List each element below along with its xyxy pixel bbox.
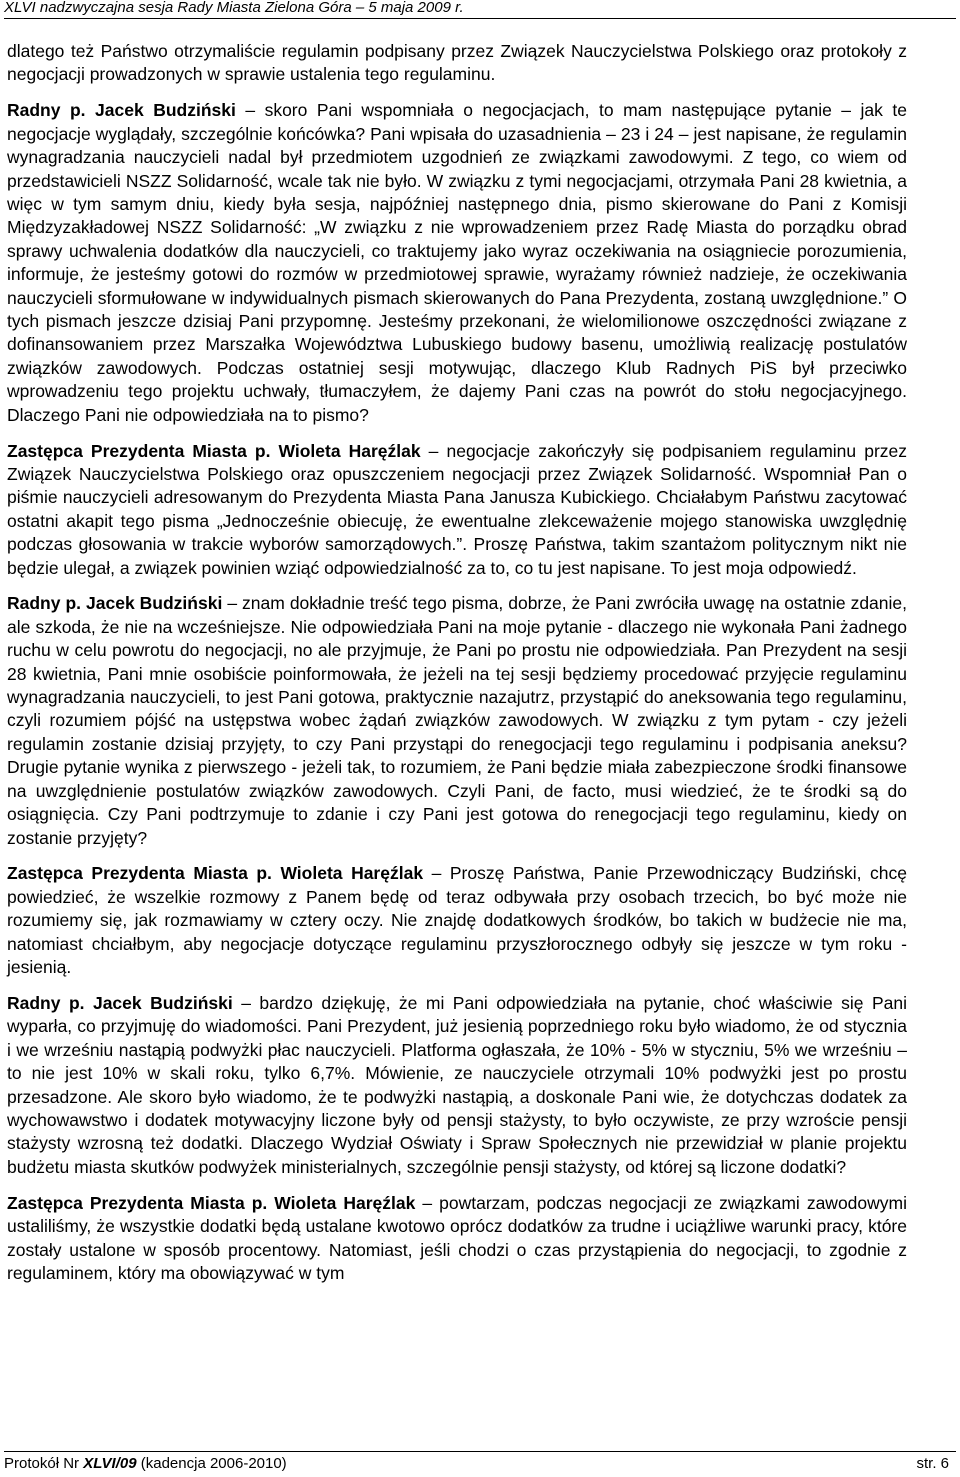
paragraph-text: – znam dokładnie treść tego pisma, dobrze, że Pani zwróciła uwagę na ostatnie zdanie, ale szkoda, że nie na wcześniejsze. Nie odpowiedziała Pani na moje pytanie - dlaczego nie wykonała Pani żadnego ruchu w celu powrotu do negocjacji, no ale przyjmuje, że Pani po prostu nie odpowiedziała. Pan Prezydent na sesji 28 kwietnia, Pani mnie osobiście poinformowała, że jeżeli na tej sesji będziemy procedować przyjęcie regulaminu wynagradzania nauczycieli, to jest Pani gotowa, praktycznie nazajutrz, przystąpić do aneksowania tego regulaminu, czyli rozumiem pójść na ustępstwa wobec żądań związków zawodowych. W związku z tym pytam - czy jeżeli regulamin zostanie dzisiaj przyjęty, to czy Pani przystąpi do renegocjacji tego regulaminu i podpisania aneksu? Drugie pytanie wynika z pierwszego - jeżeli tak, to rozumiem, że Pani będzie miała zabezpieczone środki finansowe na uwzględnienie postulatów związków zawodowych. Czyli Pani, de facto, musi wiedzieć, że te środki są do osiągnięcia. Czy Pani podtrzymuje to zdanie i czy Pani jest gotowa do renegocjacji tego regulaminu, kiedy on zostanie przyjęty? — [7, 593, 908, 848]
paragraph — [7, 40, 907, 87]
protocol-number: XLVI/09 — [83, 1455, 137, 1472]
footer-protocol — [4, 1455, 287, 1472]
paragraph-text: – negocjacje zakończyły się podpisaniem regulaminu przez Związek Nauczycielstwa Polskiego oraz opuszczeniem negocjacji przez Związek Solidarność. Wspomniał Pan o piśmie nauczycieli adresowanym do Prezydenta Miasta Pana Janusza Kubickiego. Chciałabym Państwu zacytować ostatni akapit tego pisma „Jednocześnie obiecuję, że ewentualne zlekceważenie mojego stanowiska uwzględnię podczas głosowania w trakcie wyborów samorządowych.”. Proszę Państwa, takim szantażom politycznym nikt nie będzie ulegał, a związek powinien wziąć odpowiedzialność za to, co tu jest napisane. To jest moja odpowiedź. — [7, 440, 907, 578]
paragraph-text: – bardzo dziękuję, że mi Pani odpowiedziała na pytanie, choć właściwie się Pani wyparła, co przyjmuję do wiadomości. Pani Prezydent, już jesienią poprzedniego roku było wiadomo, że od stycznia i we wrześniu nastąpią podwyżki płac nauczycieli. Platforma ogłaszała, że 10% - 5% w styczniu, 5% we wrześniu – to nie jest 10% w skali roku, tylko 6,7%. Mówienie, ze nauczyciele otrzymali 10% podwyżki jest po prostu przesadzone. Ale skoro było wiadomo, że te podwyżki nastąpią, a doskonale Pani wie, że dotychczas dodatek za wychowawstwo i dodatek motywacyjny liczone były od pensji stażysty, to było oczywiste, ze przy wzroście pensji stażysty wzrosną też dodatki. Dlaczego Wydział Oświaty i Spraw Społecznych nie przewidział w planie projektu budżetu miasta skutków podwyżek ministerialnych, szczególnie pensji stażysty, od której są liczone dodatki? — [7, 992, 907, 1177]
paragraph — [7, 592, 907, 849]
page-footer — [4, 1455, 949, 1472]
footer-prefix: Protokół Nr — [4, 1455, 84, 1472]
page-number: str. 6 — [916, 1455, 949, 1472]
speaker-name: Radny p. Jacek Budziński — [7, 100, 236, 121]
speaker-name: Zastępca Prezydenta Miasta p. Wioleta Haręźlak — [7, 440, 421, 461]
paragraph — [7, 862, 907, 979]
paragraph-text: – powtarzam, podczas negocjacji ze związkami zawodowymi ustaliliśmy, że wszystkie dodatki będą ustalane kwotowo oprócz dodatków za trudne i uciążliwe warunki pracy, które zostały ustalone w sposób procentowy. Natomiast, jeśli chodzi o czas przystąpienia do negocjacji, to zgodnie z regulaminem, który ma obowiązywać w tym — [7, 1192, 907, 1283]
speaker-name: Radny p. Jacek Budziński — [7, 593, 223, 614]
paragraph-text: dlatego też Państwo otrzymaliście regulamin podpisany przez Związek Nauczycielstwa Polskiego oraz protokoły z negocjacji prowadzonych w sprawie ustalenia tego regulaminu. — [7, 41, 907, 85]
speaker-name: Radny p. Jacek Budziński — [7, 992, 233, 1013]
paragraph — [7, 440, 907, 580]
speaker-name: Zastępca Prezydenta Miasta p. Wioleta Haręźlak — [7, 1192, 416, 1213]
paragraph — [7, 1192, 907, 1286]
footer-rule — [4, 1451, 956, 1452]
speaker-name: Zastępca Prezydenta Miasta p. Wioleta Haręźlak — [7, 863, 424, 884]
document-body — [7, 40, 907, 1298]
header-rule — [4, 18, 956, 19]
paragraph-text: – Proszę Państwa, Panie Przewodniczący Budziński, chcę powiedzieć, że wszelkie rozmowy z Panem będę od teraz odbywała przy osobach trzecich, bo być może nie rozumiemy się, jak rozmawiamy w cztery oczy. Nie znajdę dodatkowych środków, bo takich w budżecie nie ma, natomiast chciałbym, aby negocjacje dotyczące regulaminu przyszłorocznego odbyły się jeszcze w tym roku - jesienią. — [7, 863, 907, 978]
paragraph — [7, 992, 907, 1179]
footer-suffix: (kadencja 2006-2010) — [136, 1455, 287, 1472]
paragraph-text: – skoro Pani wspomniała o negocjacjach, to mam następujące pytanie – jak te negocjacje wyglądały, szczególnie końcówka? Pani wpisała do uzasadnienia – 23 i 24 – jest napisane, że regulamin wynagradzania nauczycieli nadal był przedmiotem uzgodnień ze związkami zawodowymi. Z tego, co wiem od przedstawicieli NSZZ Solidarność, wcale tak nie było. W związku z tymi negocjacjami, otrzymała Pani 28 kwietnia, a więc w tym samym dniu, kiedy była sesja, najpóźniej następnego dnia, pismo skierowane do Pani z Komisji Międzyzakładowej NSZZ Solidarność: „W związku z nie wprowadzeniem przez Radę Miasta do porządku obrad sprawy uchwalenia dodatków dla nauczycieli, co traktujemy jako wyraz oczekiwania na osiągniecie porozumienia, informuje, że jesteśmy gotowi do rozmów w przedmiotowej sprawie, wyrażamy również nadzieje, że oczekiwania nauczycieli sformułowane w indywidualnych pismach skierowanych do Pana Prezydenta, zostaną uwzględnione.” O tych pismach jeszcze dzisiaj Pani przypomnę. Jesteśmy przekonani, że wielomilionowe oszczędności związane z dofinansowaniem przez Marszałka Województwa Lubuskiego budowy basenu, umożliwią realizację postulatów związków zawodowych. Podczas ostatniej sesji motywując, dlaczego Klub Radnych PiS był przeciwko wprowadzeniu tego projektu uchwały, tłumaczyłem, że dajemy Pani czas na powrót do stołu negocjacyjnego. Dlaczego Pani nie odpowiedziała na to pismo? — [7, 100, 907, 425]
page-header: XLVI nadzwyczajna sesja Rady Miasta Zielona Góra – 5 maja 2009 r. — [4, 0, 464, 16]
paragraph — [7, 99, 907, 427]
